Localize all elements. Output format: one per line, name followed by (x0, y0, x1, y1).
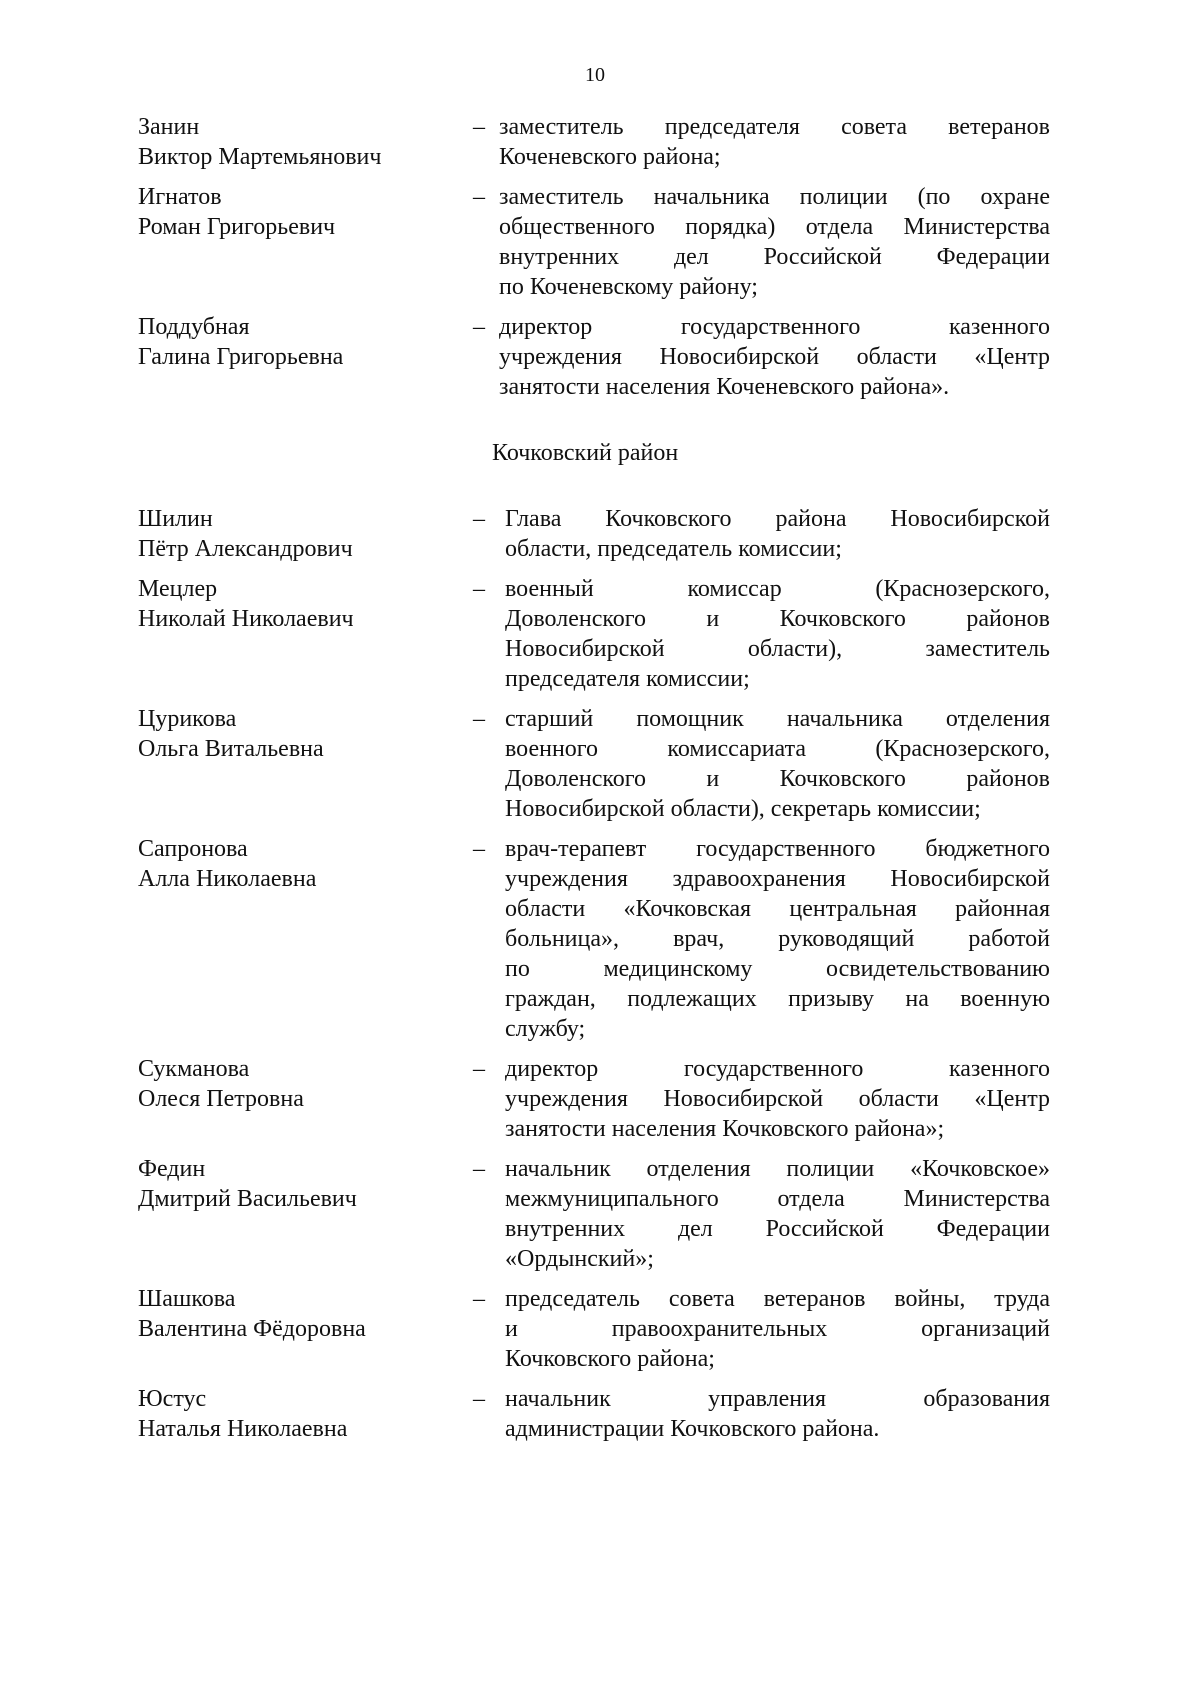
dash: – (473, 836, 485, 862)
member-entry (138, 312, 1050, 412)
position-line: больница», врач, руководящий работой (505, 926, 1050, 952)
position-line: по Коченевскому району; (499, 274, 758, 300)
member-name (138, 182, 468, 242)
member-position (505, 1154, 1050, 1274)
position-line: Кочковского района; (505, 1346, 715, 1372)
position-line: межмуниципального отдела Министерства (505, 1186, 1050, 1212)
member-given-name: Алла Николаевна (138, 866, 317, 892)
position-line: внутренних дел Российской Федерации (499, 244, 1050, 270)
member-surname: Игнатов (138, 184, 222, 210)
member-name (138, 704, 468, 764)
position-line: директор государственного казенного (505, 1056, 1050, 1082)
member-surname: Федин (138, 1156, 206, 1182)
commission-list-kochkovsky (138, 504, 1050, 1454)
member-position (505, 704, 1050, 824)
position-line: занятости населения Кочковского района»; (505, 1116, 945, 1142)
member-name (138, 1054, 468, 1114)
member-position (505, 1384, 1050, 1444)
member-surname: Сапронова (138, 836, 248, 862)
position-line: администрации Кочковского района. (505, 1416, 880, 1442)
member-position (499, 312, 1050, 402)
dash: – (473, 314, 485, 340)
position-line: учреждения Новосибирской области «Центр (499, 344, 1050, 370)
member-position (505, 1284, 1050, 1374)
position-line: Новосибирской области), заместитель (505, 636, 1050, 662)
member-position (505, 1054, 1050, 1144)
member-given-name: Галина Григорьевна (138, 344, 344, 370)
position-line: области, председатель комиссии; (505, 536, 842, 562)
commission-list-kochenevsky (138, 112, 1050, 412)
member-surname: Шашкова (138, 1286, 236, 1312)
position-line: внутренних дел Российской Федерации (505, 1216, 1050, 1242)
member-given-name: Пётр Александрович (138, 536, 353, 562)
position-line: службу; (505, 1016, 586, 1042)
dash: – (473, 184, 485, 210)
position-line: Коченевского района; (499, 144, 721, 170)
member-given-name: Олеся Петровна (138, 1086, 304, 1112)
dash: – (473, 506, 485, 532)
position-line: военного комиссариата (Краснозерского, (505, 736, 1050, 762)
member-name (138, 1384, 468, 1444)
member-given-name: Дмитрий Васильевич (138, 1186, 357, 1212)
position-line: Доволенского и Кочковского районов (505, 766, 1050, 792)
position-line: Глава Кочковского района Новосибирской (505, 506, 1050, 532)
position-line: общественного порядка) отдела Министерства (499, 214, 1050, 240)
member-name (138, 112, 468, 172)
position-line: директор государственного казенного (499, 314, 1050, 340)
position-line: председатель совета ветеранов войны, труда (505, 1286, 1050, 1312)
member-given-name: Роман Григорьевич (138, 214, 336, 240)
position-line: военный комиссар (Краснозерского, (505, 576, 1050, 602)
dash: – (473, 706, 485, 732)
member-entry (138, 834, 1050, 1054)
position-line: области «Кочковская центральная районная (505, 896, 1050, 922)
position-line: Новосибирской области), секретарь комиссии; (505, 796, 981, 822)
member-given-name: Наталья Николаевна (138, 1416, 348, 1442)
member-given-name: Виктор Мартемьянович (138, 144, 382, 170)
member-surname: Мецлер (138, 576, 218, 602)
position-line: начальник отделения полиции «Кочковское» (505, 1156, 1050, 1182)
member-surname: Цурикова (138, 706, 237, 732)
member-entry (138, 574, 1050, 704)
member-name (138, 1284, 468, 1344)
member-surname: Юстус (138, 1386, 207, 1412)
member-surname: Поддубная (138, 314, 250, 340)
member-name (138, 834, 468, 894)
dash: – (473, 1386, 485, 1412)
member-entry (138, 1054, 1050, 1154)
dash: – (473, 1286, 485, 1312)
position-line: учреждения здравоохранения Новосибирской (505, 866, 1050, 892)
member-given-name: Ольга Витальевна (138, 736, 324, 762)
member-entry (138, 1384, 1050, 1454)
member-surname: Сукманова (138, 1056, 250, 1082)
position-line: Доволенского и Кочковского районов (505, 606, 1050, 632)
member-name (138, 504, 468, 564)
member-given-name: Николай Николаевич (138, 606, 354, 632)
member-position (505, 574, 1050, 694)
position-line: старший помощник начальника отделения (505, 706, 1050, 732)
position-line: занятости населения Коченевского района». (499, 374, 950, 400)
member-name (138, 1154, 468, 1214)
member-surname: Занин (138, 114, 200, 140)
member-position (505, 834, 1050, 1044)
member-entry (138, 182, 1050, 312)
position-line: врач-терапевт государственного бюджетного (505, 836, 1050, 862)
member-surname: Шилин (138, 506, 213, 532)
member-name (138, 574, 468, 634)
member-position (499, 112, 1050, 172)
member-entry (138, 704, 1050, 834)
position-line: и правоохранительных организаций (505, 1316, 1050, 1342)
member-name (138, 312, 468, 372)
position-line: заместитель начальника полиции (по охране (499, 184, 1050, 210)
section-title: Кочковский район (492, 440, 679, 466)
member-entry (138, 504, 1050, 574)
dash: – (473, 1156, 485, 1182)
dash: – (473, 114, 485, 140)
member-entry (138, 112, 1050, 182)
position-line: «Ордынский»; (505, 1246, 654, 1272)
position-line: заместитель председателя совета ветеранов (499, 114, 1050, 140)
member-position (499, 182, 1050, 302)
dash: – (473, 576, 485, 602)
member-given-name: Валентина Фёдоровна (138, 1316, 366, 1342)
member-entry (138, 1284, 1050, 1384)
position-line: по медицинскому освидетельствованию (505, 956, 1050, 982)
position-line: начальник управления образования (505, 1386, 1050, 1412)
member-position (505, 504, 1050, 564)
member-entry (138, 1154, 1050, 1284)
position-line: граждан, подлежащих призыву на военную (505, 986, 1050, 1012)
dash: – (473, 1056, 485, 1082)
position-line: учреждения Новосибирской области «Центр (505, 1086, 1050, 1112)
position-line: председателя комиссии; (505, 666, 750, 692)
page-number: 10 (585, 64, 605, 86)
